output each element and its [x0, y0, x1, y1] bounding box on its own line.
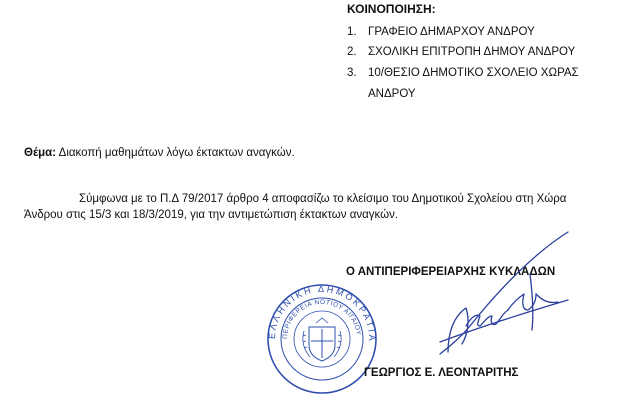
- list-number: 1.: [347, 26, 357, 38]
- list-text: ΓΡΑΦΕΙΟ ΔΗΜΑΡΧΟΥ ΑΝΔΡΟΥ: [368, 26, 535, 38]
- list-text: ΣΧΟΛΙΚΗ ΕΠΙΤΡΟΠΗ ΔΗΜΟΥ ΑΝΔΡΟΥ: [368, 46, 576, 58]
- subject-label: Θέμα:: [24, 147, 57, 159]
- coat-of-arms-icon: [303, 318, 341, 361]
- official-seal: [266, 283, 378, 395]
- subject-line: [24, 147, 295, 159]
- body-line-1: Σύμφωνα με το Π.Δ 79/2017 άρθρο 4 αποφασίζω το κλείσιμο του Δημοτικού Σχολείου στη Χώρα: [79, 193, 567, 205]
- list-text: 10/ΘΕΣΙΟ ΔΗΜΟΤΙΚΟ ΣΧΟΛΕΙΟ ΧΩΡΑΣ: [368, 67, 579, 79]
- body-line-2: Άνδρου στις 15/3 και 18/3/2019, για την αντιμετώπιση έκτακτων αναγκών.: [24, 209, 399, 221]
- signatory-name: ΓΕΩΡΓΙΟΣ Ε. ΛΕΟΝΤΑΡΙΤΗΣ: [364, 367, 519, 379]
- notification-heading: ΚΟΙΝΟΠΟΙΗΣΗ:: [347, 2, 436, 16]
- handwritten-signature: [418, 230, 578, 360]
- seal-outer-text: ΕΛΛΗΝΙΚΗ ΔΗΜΟΚΡΑΤΙΑ: [266, 283, 378, 344]
- subject-text: Διακοπή μαθημάτων λόγω έκτακτων αναγκών.: [56, 147, 295, 159]
- notification-item-continued: ΑΝΔΡΟΥ: [368, 88, 416, 100]
- signatory-title: Ο ΑΝΤΙΠΕΡΙΦΕΡΕΙΑΡΧΗΣ ΚΥΚΛΑΔΩΝ: [346, 266, 556, 278]
- seal-inner-text: ΠΕΡΙΦΕΡΕΙΑ ΝΟΤΙΟΥ ΑΙΓΑΙΟΥ: [281, 298, 362, 340]
- list-number: 3.: [347, 67, 357, 79]
- list-number: 2.: [347, 46, 357, 58]
